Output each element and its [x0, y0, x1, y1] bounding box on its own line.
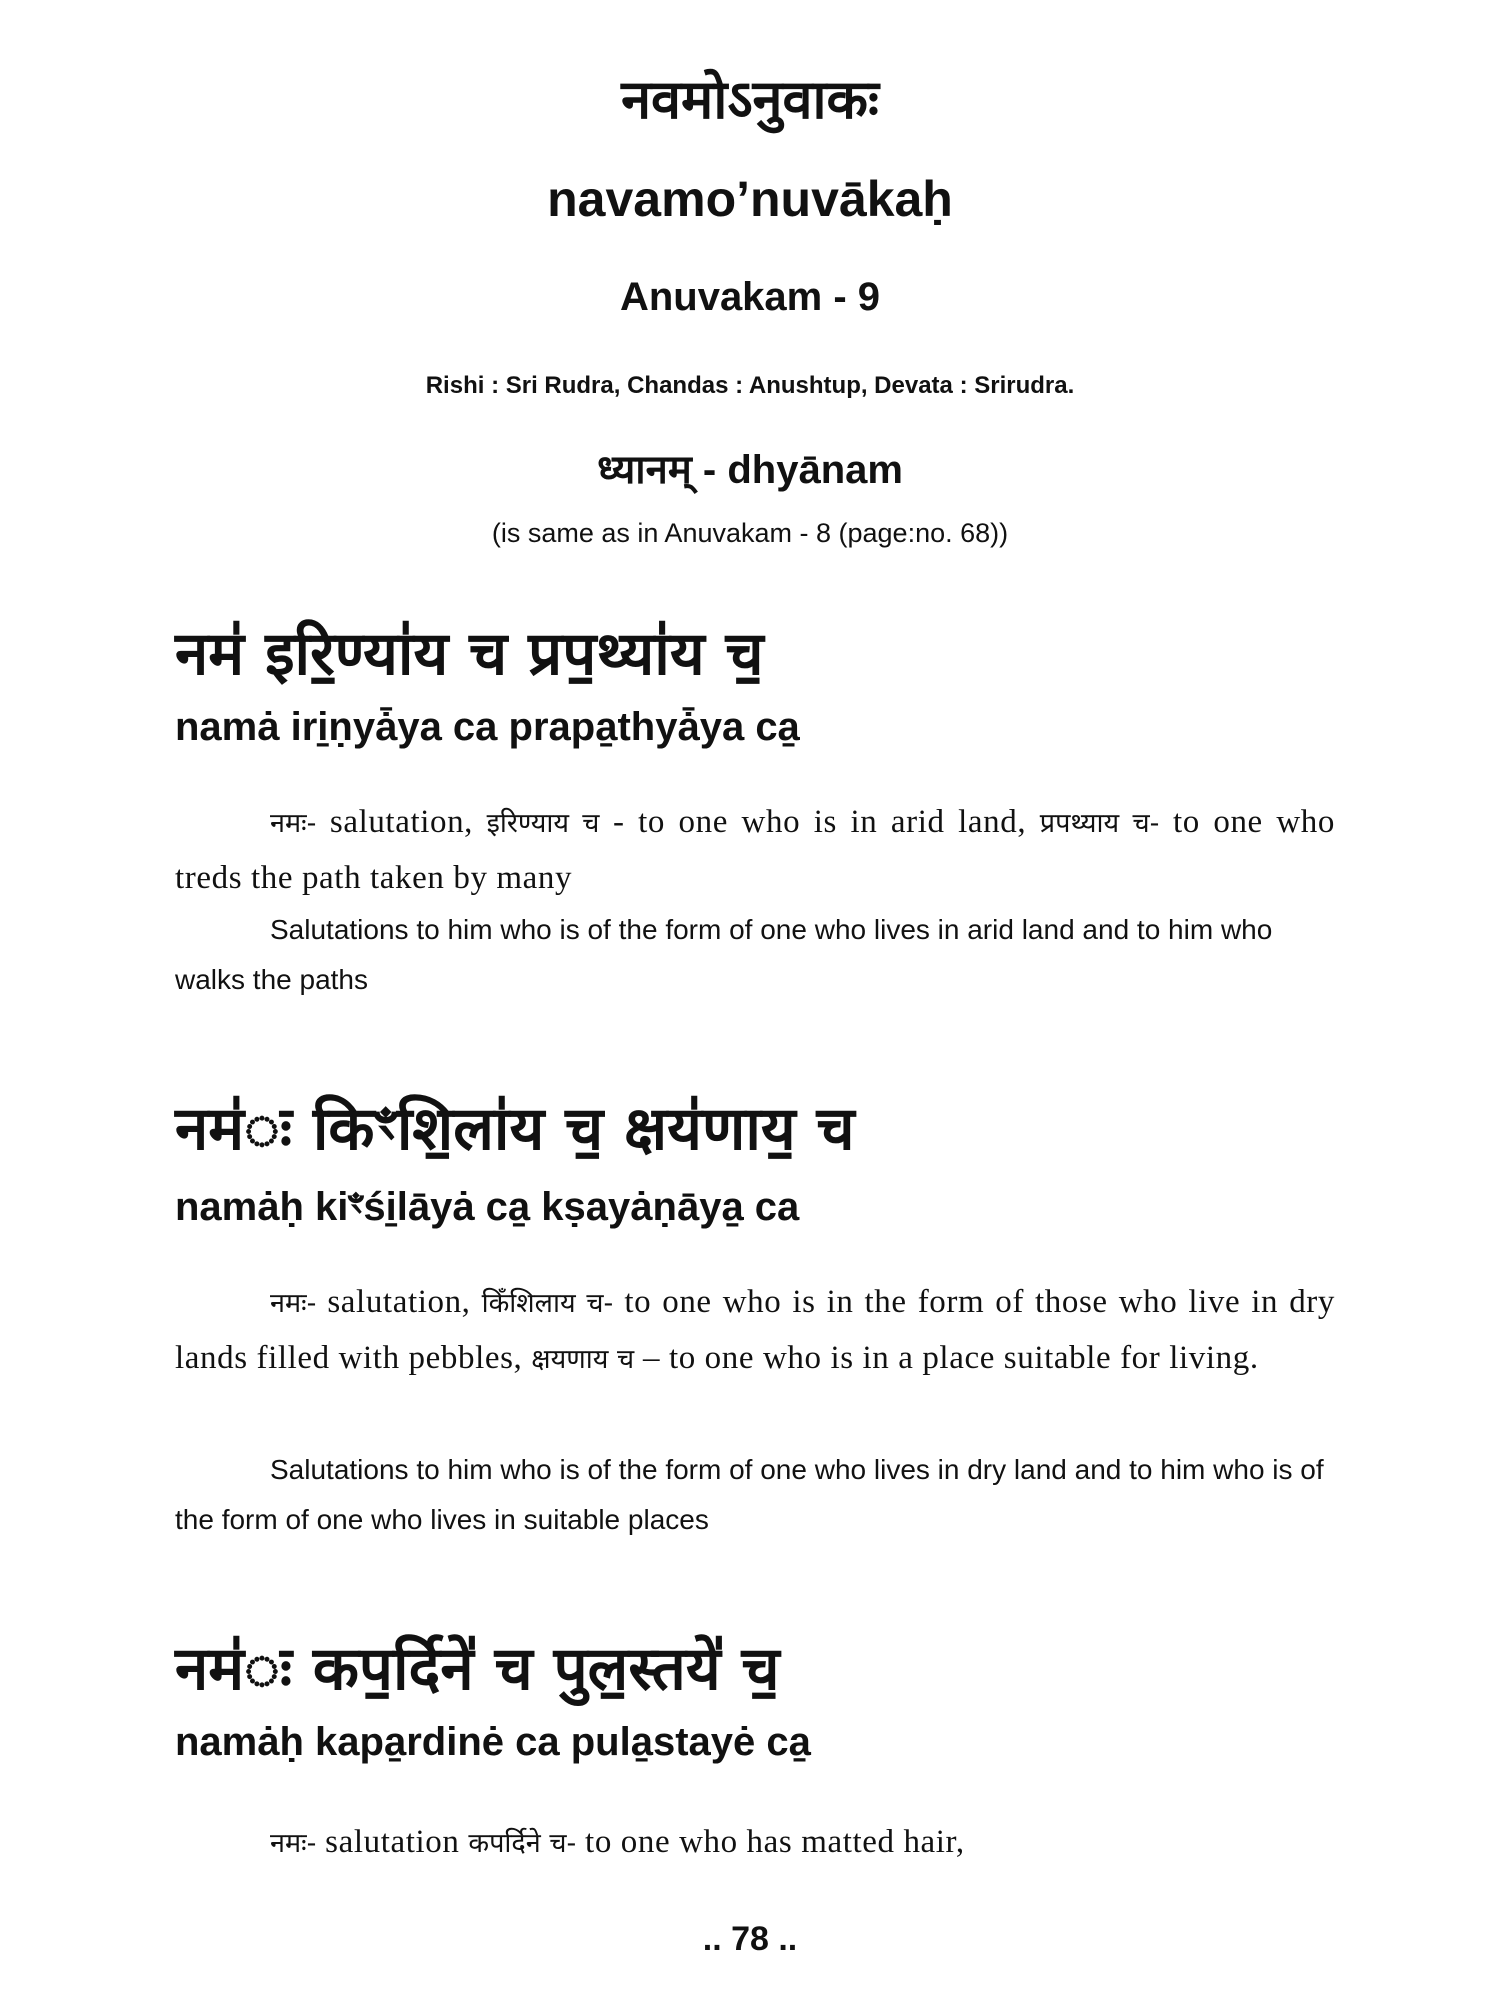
verse-2-transliteration: namȧḥ kiꣳśi̱lāyȧ ca̱ kṣayȧṇāya̱ ca — [175, 1185, 800, 1229]
title-devanagari: नवमोऽनुवाकः — [621, 68, 879, 131]
verse-2-devanagari: नम॑ः किꣳशि॒ला॑य च॒ क्षय॑णाय॒ च — [175, 1094, 855, 1164]
meaning-gloss: – to one who is in a place suitable for living. — [634, 1340, 1259, 1376]
meaning-gloss: - to one who is in arid land, — [599, 804, 1040, 840]
section-subtitle: Anuvakam - 9 — [619, 275, 881, 319]
verse-3-devanagari: नम॑ः कप॒र्दिने॑ च पुल॒स्तये॑ च॒ — [175, 1634, 780, 1704]
meaning-term: प्रपथ्याय च- — [1039, 808, 1160, 839]
meaning-term: नमः- — [270, 808, 317, 839]
rishi-chandas-devata: Rishi : Sri Rudra, Chandas : Anushtup, Devata : Srirudra. — [425, 372, 1075, 399]
meaning-gloss: to one who is in the form of those who live in dry lands filled with pebbles, — [175, 1284, 1335, 1376]
meaning-gloss: to one who treds the path taken by many — [175, 804, 1335, 896]
dhyanam-heading: ध्यानम् - dhyānam — [597, 448, 903, 492]
verse-1-summary: Salutations to him who is of the form of one who lives in arid land and to him who walks the paths — [175, 914, 1273, 995]
meaning-term: कपर्दिने च- — [468, 1828, 577, 1859]
verse-1-devanagari: नम॑ इरि॒ण्या॑य च प्रप॒थ्या॑य च॒ — [175, 619, 764, 689]
meaning-term: किँशिलाय च- — [481, 1288, 614, 1319]
title-transliteration: navamo’nuvākaḥ — [547, 171, 953, 227]
verse-3-transliteration: namȧḥ kapa̱rdinė ca pula̱stayė ca̱ — [175, 1720, 811, 1764]
meaning-gloss: salutation, — [316, 804, 487, 840]
dhyanam-note: (is same as in Anuvakam - 8 (page:no. 68)) — [491, 518, 1009, 548]
verse-2-meaning — [175, 1275, 1335, 1387]
verse-1-transliteration: namȧ iri̱ṇyǡya ca prapa̱thyǡya ca̱ — [175, 705, 800, 749]
meaning-term: नमः- — [270, 1828, 317, 1859]
verse-2-summary: Salutations to him who is of the form of one who lives in dry land and to him who is of the form of one who lives in suitable places — [175, 1454, 1324, 1535]
meaning-gloss: salutation, — [316, 1284, 482, 1320]
meaning-term: नमः- — [270, 1288, 317, 1319]
meaning-gloss: to one who has matted hair, — [576, 1824, 965, 1860]
verse-3-meaning — [175, 1815, 1335, 1871]
page-number: .. 78 .. — [702, 1920, 798, 1958]
verse-1-meaning — [175, 795, 1335, 906]
meaning-gloss: salutation — [316, 1824, 469, 1860]
meaning-term: इरिण्याय च — [486, 808, 600, 839]
meaning-term: क्षयणाय च — [531, 1344, 635, 1375]
